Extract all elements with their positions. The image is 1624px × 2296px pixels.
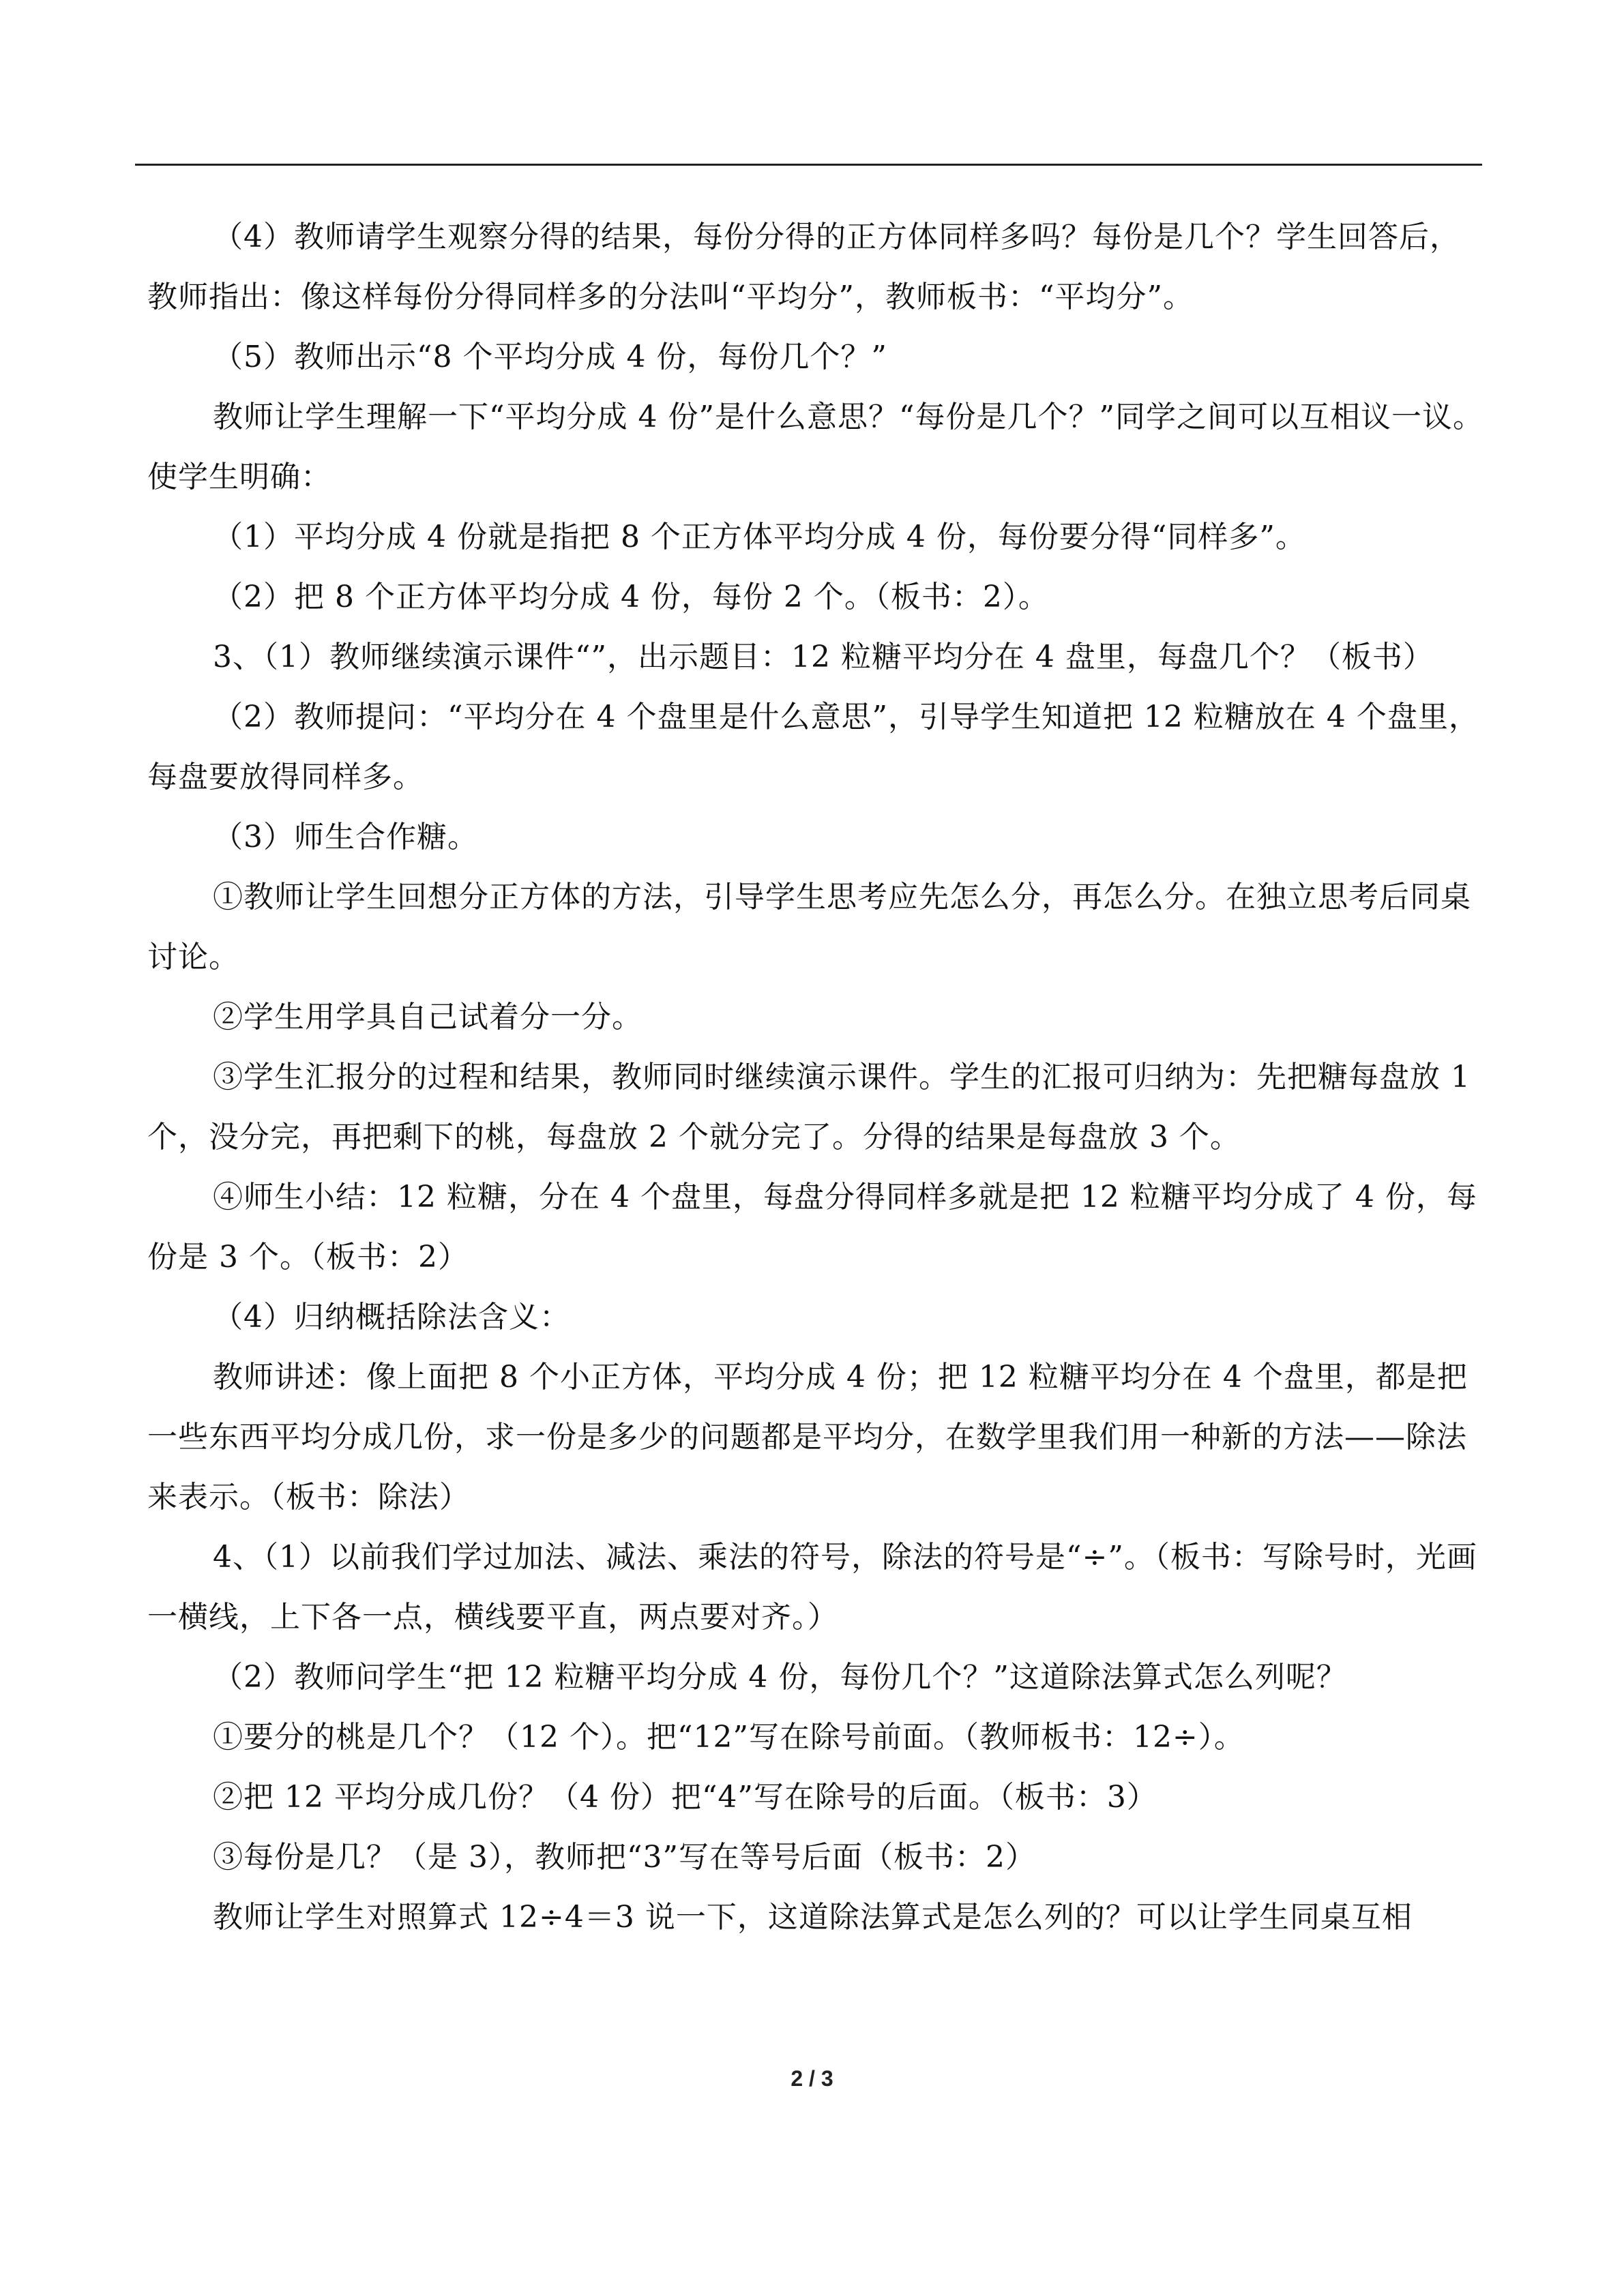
paragraph: ①要分的桃是几个？（12 个）。把“12”写在除号前面。（教师板书：12÷）。	[213, 1720, 1245, 1755]
paragraph: ②学生用学具自己试着分一分。	[213, 1000, 643, 1034]
paragraph: ①教师让学生回想分正方体的方法，引导学生思考应先怎么分，再怎么分。在独立思考后同桌讨论。	[147, 880, 1471, 974]
paragraph: （3）师生合作糖。	[213, 820, 478, 854]
paragraph: （4）教师请学生观察分得的结果，每份分得的正方体同样多吗？每份是几个？学生回答后，教师指出：像这样每份分得同样多的分法叫“平均分”，教师板书：“平均分”。	[147, 220, 1460, 314]
paragraph: （4）归纳概括除法含义：	[213, 1300, 570, 1335]
paragraph: （1）平均分成 4 份就是指把 8 个正方体平均分成 4 份，每份要分得“同样多”。	[213, 520, 1306, 554]
paragraph: 教师讲述：像上面把 8 个小正方体，平均分成 4 份；把 12 粒糖平均分在 4 个盘里，都是把一些东西平均分成几份，求一份是多少的问题都是平均分，在数学里我们用一种新的方法——除法来表示。（板书：除法）	[147, 1360, 1468, 1515]
paragraph: 3、（1）教师继续演示课件“”，出示题目：12 粒糖平均分在 4 盘里，每盘几个？（板书）	[213, 640, 1434, 674]
paragraph: ②把 12 平均分成几份？（4 份）把“4”写在除号的后面。（板书：3）	[213, 1780, 1157, 1815]
paragraph: （2）教师问学生“把 12 粒糖平均分成 4 份，每份几个？”这道除法算式怎么列呢？	[213, 1660, 1347, 1695]
paragraph: 教师让学生对照算式 12÷4＝3 说一下，这道除法算式是怎么列的？可以让学生同桌互相	[213, 1900, 1413, 1935]
paragraph: ④师生小结：12 粒糖，分在 4 个盘里，每盘分得同样多就是把 12 粒糖平均分成了 4 份，每份是 3 个。（板书：2）	[147, 1180, 1477, 1274]
paragraph: 4、（1）以前我们学过加法、减法、乘法的符号，除法的符号是“÷”。（板书：写除号时，光画一横线，上下各一点，横线要平直，两点要对齐。）	[147, 1540, 1477, 1635]
paragraph: ③学生汇报分的过程和结果，教师同时继续演示课件。学生的汇报可归纳为：先把糖每盘放 1 个，没分完，再把剩下的桃，每盘放 2 个就分完了。分得的结果是每盘放 3 个。	[147, 1060, 1471, 1154]
page-number: 2 / 3	[791, 2066, 833, 2091]
paragraph: （2）把 8 个正方体平均分成 4 份，每份 2 个。（板书：2）。	[213, 580, 1049, 614]
paragraph: （5）教师出示“8 个平均分成 4 份，每份几个？”	[213, 340, 887, 374]
paragraph: 教师让学生理解一下“平均分成 4 份”是什么意思？“每份是几个？”同学之间可以互相议一议。使学生明确：	[147, 400, 1483, 494]
document-body	[147, 207, 1484, 1948]
paragraph: （2）教师提问：“平均分在 4 个盘里是什么意思”，引导学生知道把 12 粒糖放在 4 个盘里，每盘要放得同样多。	[147, 700, 1479, 794]
header-rule	[135, 164, 1482, 166]
paragraph: ③每份是几？（是 3），教师把“3”写在等号后面（板书：2）	[213, 1840, 1036, 1875]
